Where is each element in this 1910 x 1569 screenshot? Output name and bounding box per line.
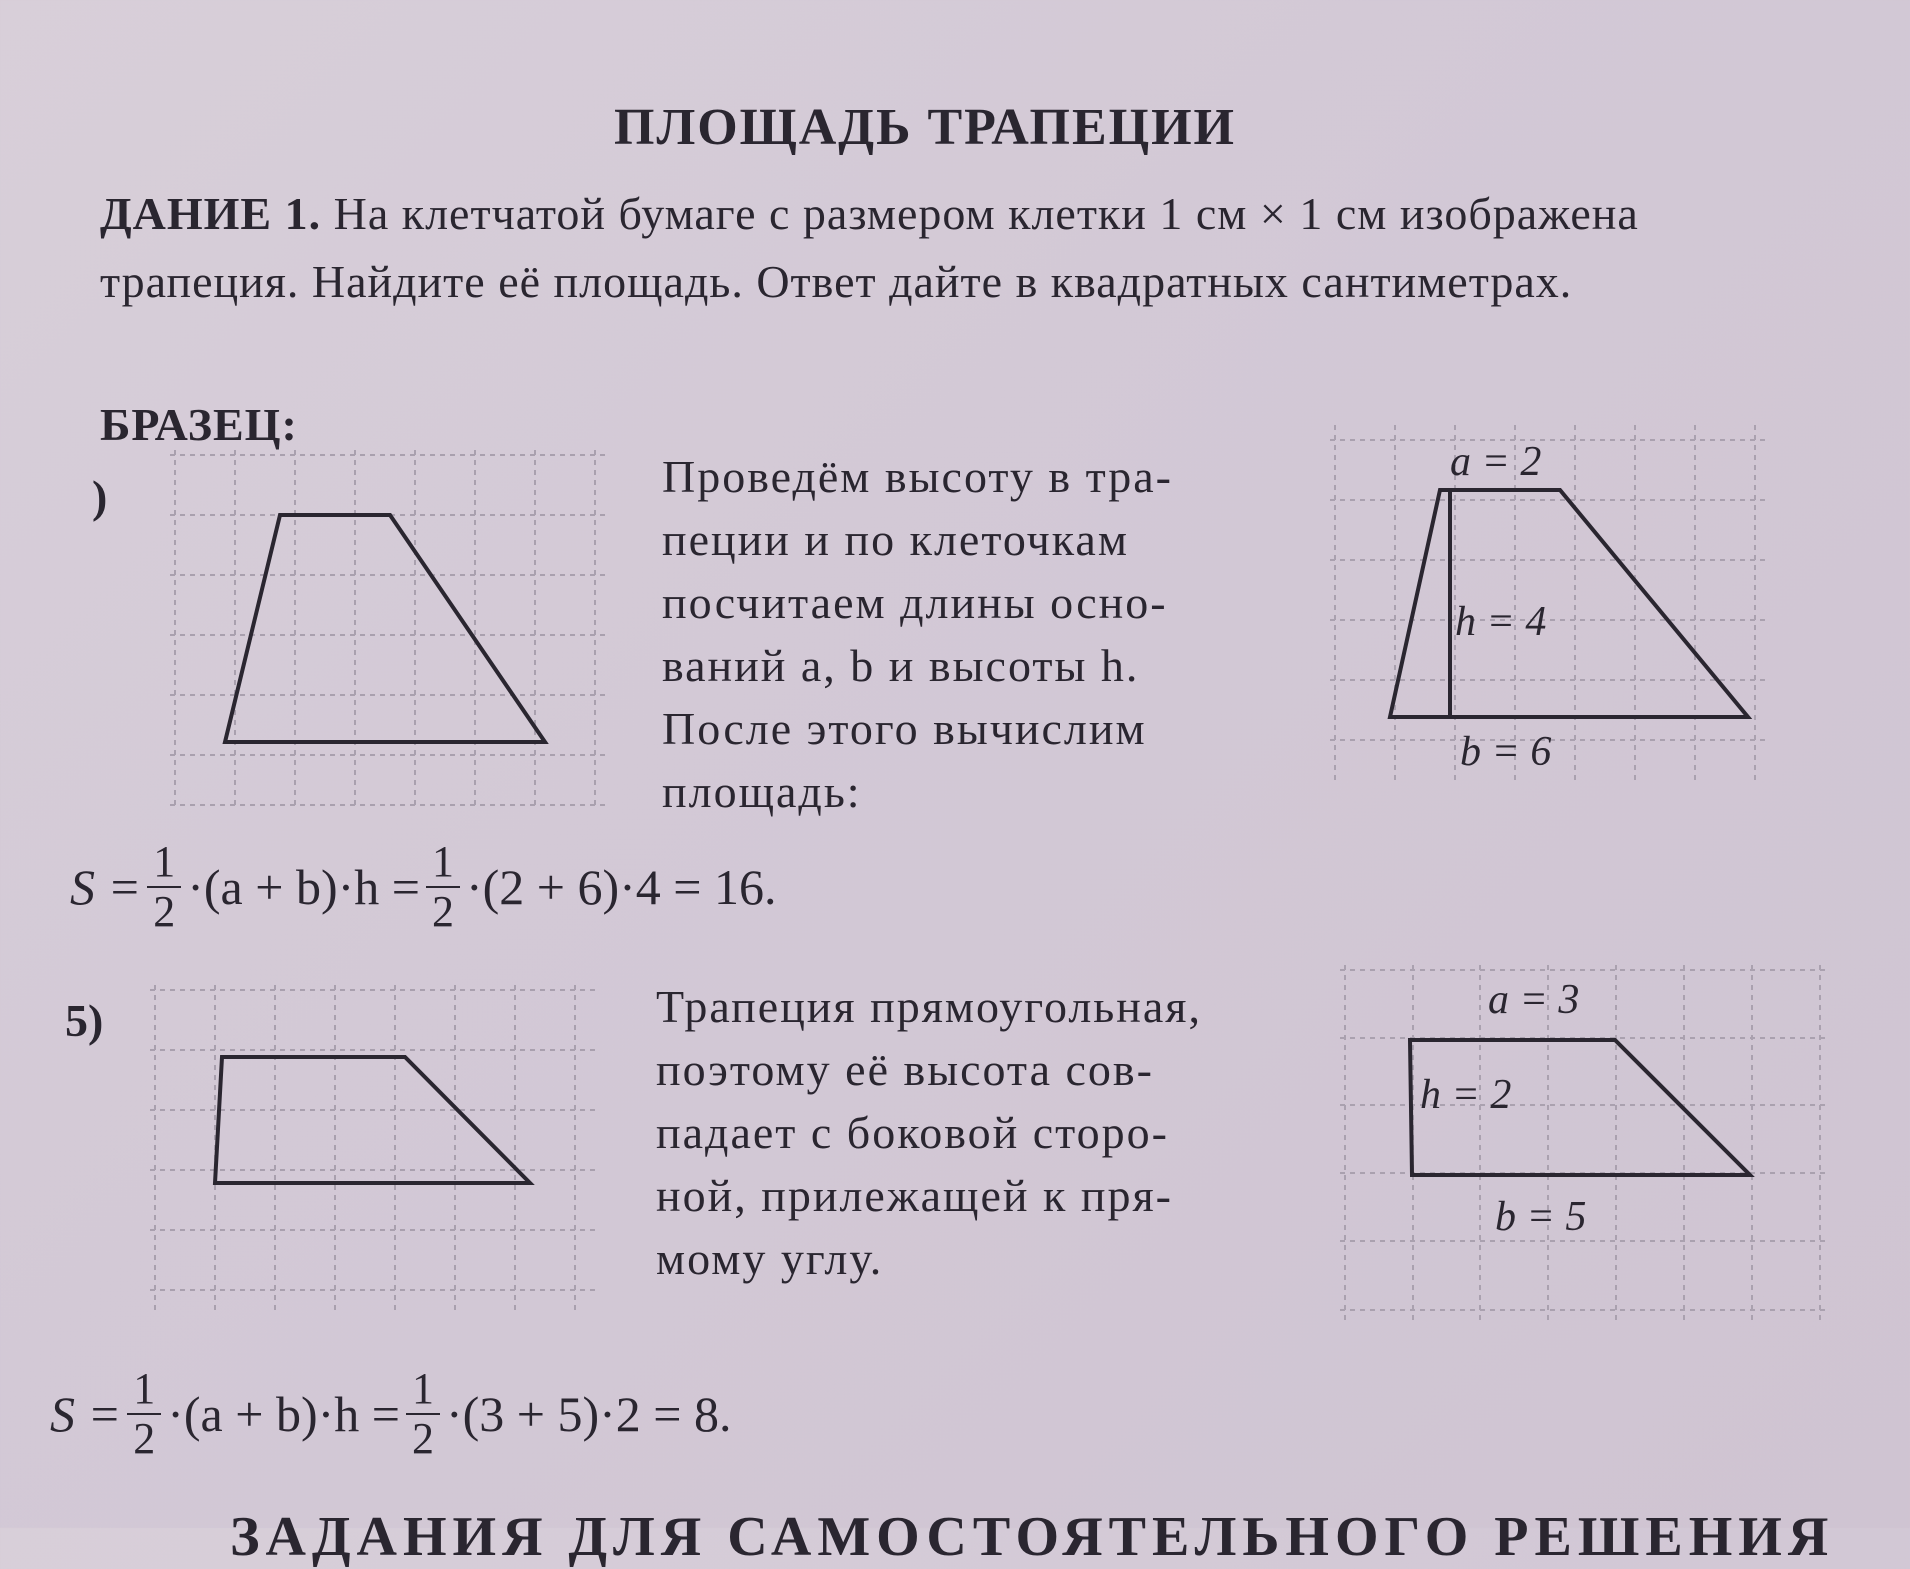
formula-lhs: S = [50, 1386, 122, 1442]
example-b-solution-figure [1340, 965, 1830, 1320]
task-text: На клетчатой бумаге с размером клетки 1 см × 1 см изображена трапеция. Найдите её площадь. Ответ дайте в квадратных сантиметрах. [100, 188, 1639, 307]
label-b-height: h = 2 [1420, 1072, 1512, 1118]
fraction-half: $\frac{1}{2}$ [127, 1365, 161, 1463]
explanation-line: поэтому её высота сов- [656, 1044, 1154, 1095]
example-a-grid-figure [170, 450, 610, 810]
example-b-formula [50, 1365, 731, 1463]
explanation-line: пеции и по клеточкам [662, 514, 1129, 565]
label-b-top: a = 3 [1488, 977, 1580, 1023]
formula-result: ·(2 + 6)·4 = 16. [465, 859, 777, 915]
trapezoid-a-solution [1390, 490, 1748, 717]
explanation-line: ной, прилежащей к пря- [656, 1170, 1173, 1221]
trapezoid-b [215, 1057, 530, 1183]
formula-lhs: S = [70, 859, 142, 915]
fraction-half: $\frac{1}{2}$ [406, 1365, 440, 1463]
formula-middle: ·(a + b)·h = [167, 1386, 400, 1442]
label-a-top: a = 2 [1450, 439, 1542, 485]
trapezoid-a [225, 515, 545, 742]
example-a-formula [70, 838, 776, 936]
sample-heading: БРАЗЕЦ: [100, 399, 298, 450]
example-b-explanation [656, 975, 1276, 1290]
next-section-heading: ЗАДАНИЯ ДЛЯ САМОСТОЯТЕЛЬНОГО РЕШЕНИЯ [230, 1506, 1835, 1568]
example-a-explanation [662, 445, 1262, 823]
explanation-line: Трапеция прямоугольная, [656, 981, 1202, 1032]
task-statement [100, 180, 1800, 316]
label-a-height: h = 4 [1455, 599, 1547, 645]
example-a-marker: ) [92, 471, 108, 522]
fraction-half: $\frac{1}{2}$ [147, 838, 181, 936]
explanation-line: посчитаем длины осно- [662, 577, 1168, 628]
label-b-bottom: b = 5 [1495, 1194, 1587, 1240]
explanation-line: ваний a, b и высоты h. [662, 640, 1140, 691]
example-b-marker: 5) [65, 995, 104, 1046]
example-b-grid-figure [150, 985, 600, 1315]
explanation-line: Проведём высоту в тра- [662, 451, 1173, 502]
explanation-line: падает с боковой сторо- [656, 1107, 1169, 1158]
task-label: ДАНИЕ 1. [100, 188, 322, 239]
formula-result: ·(3 + 5)·2 = 8. [445, 1386, 732, 1442]
label-a-bottom: b = 6 [1460, 729, 1552, 775]
fraction-half: $\frac{1}{2}$ [426, 838, 460, 936]
explanation-line: площадь: [662, 766, 862, 817]
page-title: ПЛОЩАДЬ ТРАПЕЦИИ [614, 99, 1236, 156]
explanation-line: После этого вычислим [662, 703, 1147, 754]
example-a-solution-figure [1330, 425, 1770, 785]
explanation-line: мому углу. [656, 1233, 884, 1284]
formula-middle: ·(a + b)·h = [187, 859, 420, 915]
